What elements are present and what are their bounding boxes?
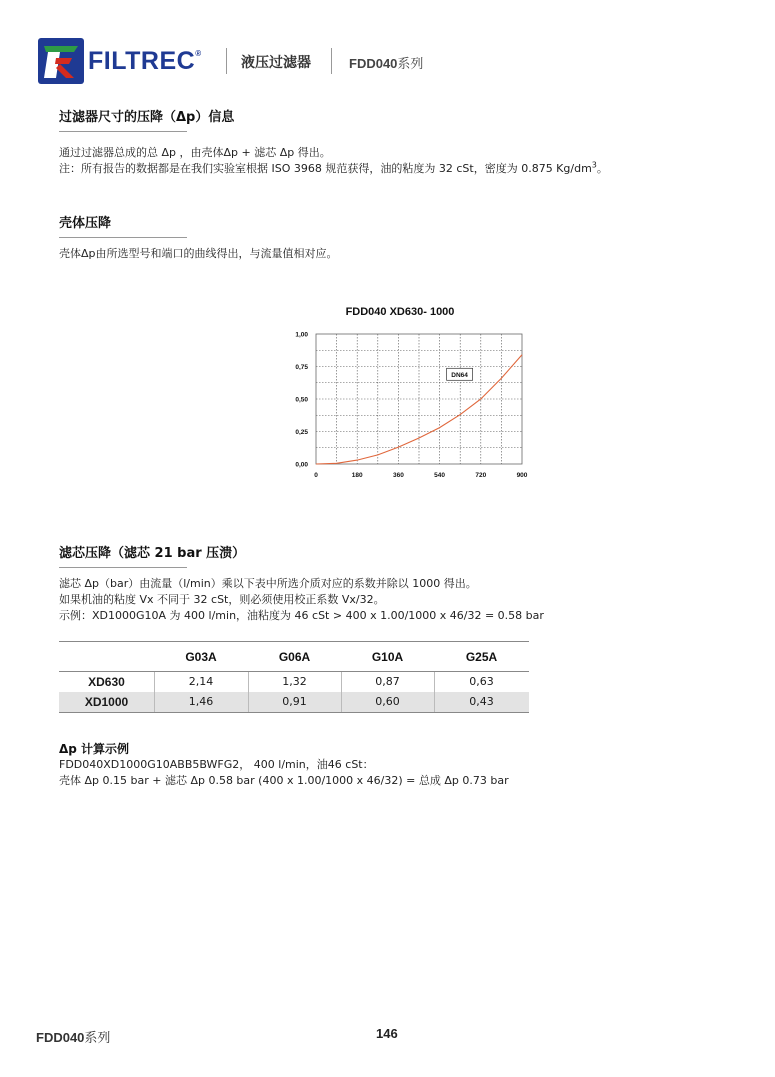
brand-name: FILTREC® [88,47,202,75]
header-divider [226,48,227,74]
section-heading-element: 滤芯压降（滤芯 21 bar 压溃） [59,546,246,561]
series-label: DN64 [451,371,468,379]
table-header-cell [59,648,154,666]
x-tick-label: 900 [516,472,528,479]
page-number: 146 [376,1026,398,1041]
paragraph-example: 示例：XD1000G10A 为 400 l/min，油粘度为 46 cSt > 400 x 1.00/1000 x 46/32 = 0.58 bar [59,609,544,622]
table-row [59,672,529,692]
table-bottom-border [59,712,529,713]
table-cell: 2,14 [188,675,214,688]
table-header-cell: G10A [371,650,404,664]
table-cell: 0,60 [375,695,400,708]
section-heading-calc-example: Δp 计算示例 [59,742,130,756]
table-cell: 0,43 [469,695,494,708]
heading-underline [59,237,187,238]
y-tick-label: 0,75 [295,364,308,371]
paragraph-line: 壳体Δp由所选型号和端口的曲线得出，与流量值相对应。 [59,247,338,260]
footer-series: FDD040系列 [36,1030,111,1046]
section-heading-pressure-drop: 过滤器尺寸的压降（Δp）信息 [59,110,235,125]
paragraph-note: 注：所有报告的数据都是在我们实验室根据 ISO 3968 规范获得，油的粘度为 32 cSt，密度为 0.875 $Kg/dm^3$。 [59,160,608,175]
y-tick-label: 1,00 [295,331,308,339]
y-tick-label: 0,50 [295,396,308,404]
y-tick-label: 0,25 [295,429,308,436]
paragraph-line: 如果机油的粘度 Vx 不同于 32 cSt，则必须使用校正系数 Vx/32。 [59,593,385,606]
heading-underline [59,567,187,568]
x-tick-label: 720 [475,472,487,479]
table-cell: 0,91 [282,695,307,708]
header-series: FDD040系列 [349,56,424,72]
x-tick-label: 180 [351,472,363,479]
pressure-drop-chart [270,322,540,484]
table-header-cell: G03A [185,650,217,664]
table-cell: 0,63 [469,675,494,688]
table-cell: 0,87 [375,675,400,688]
heading-underline [59,131,187,132]
table-cell: 1,32 [282,675,307,688]
paragraph-line: 通过过滤器总成的总 Δp ，由壳体Δp + 滤芯 Δp 得出。 [59,146,331,159]
table-header-cell: G06A [278,650,311,664]
section-heading-housing: 壳体压降 [59,216,112,231]
chart-title: FDD040 XD630- 1000 [345,306,455,318]
table-row-label: XD630 [88,675,125,689]
table-row-label: XD1000 [84,695,129,709]
table-header-cell: G25A [465,650,498,664]
page-header [38,38,638,86]
table-row [59,692,529,712]
header-divider [331,48,332,74]
paragraph-line: 壳体 Δp 0.15 bar + 滤芯 Δp 0.58 bar (400 x 1.00/1000 x 46/32) = 总成 Δp 0.73 bar [59,774,509,787]
x-tick-label: 540 [434,472,446,479]
y-tick-label: 0,00 [295,461,308,469]
table-cell: 1,46 [188,695,214,708]
table-top-border [59,641,529,642]
x-tick-label: 0 [314,472,318,479]
header-title: 液压过滤器 [241,55,311,71]
x-tick-label: 360 [392,472,404,479]
paragraph-line: 滤芯 Δp（bar）由流量（l/min）乘以下表中所选介质对应的系数并除以 1000 得出。 [59,577,477,590]
filtrec-logo-icon [38,38,84,84]
paragraph-line: FDD040XD1000G10ABB5BWFG2， 400 l/min，油46 cSt： [59,758,374,771]
